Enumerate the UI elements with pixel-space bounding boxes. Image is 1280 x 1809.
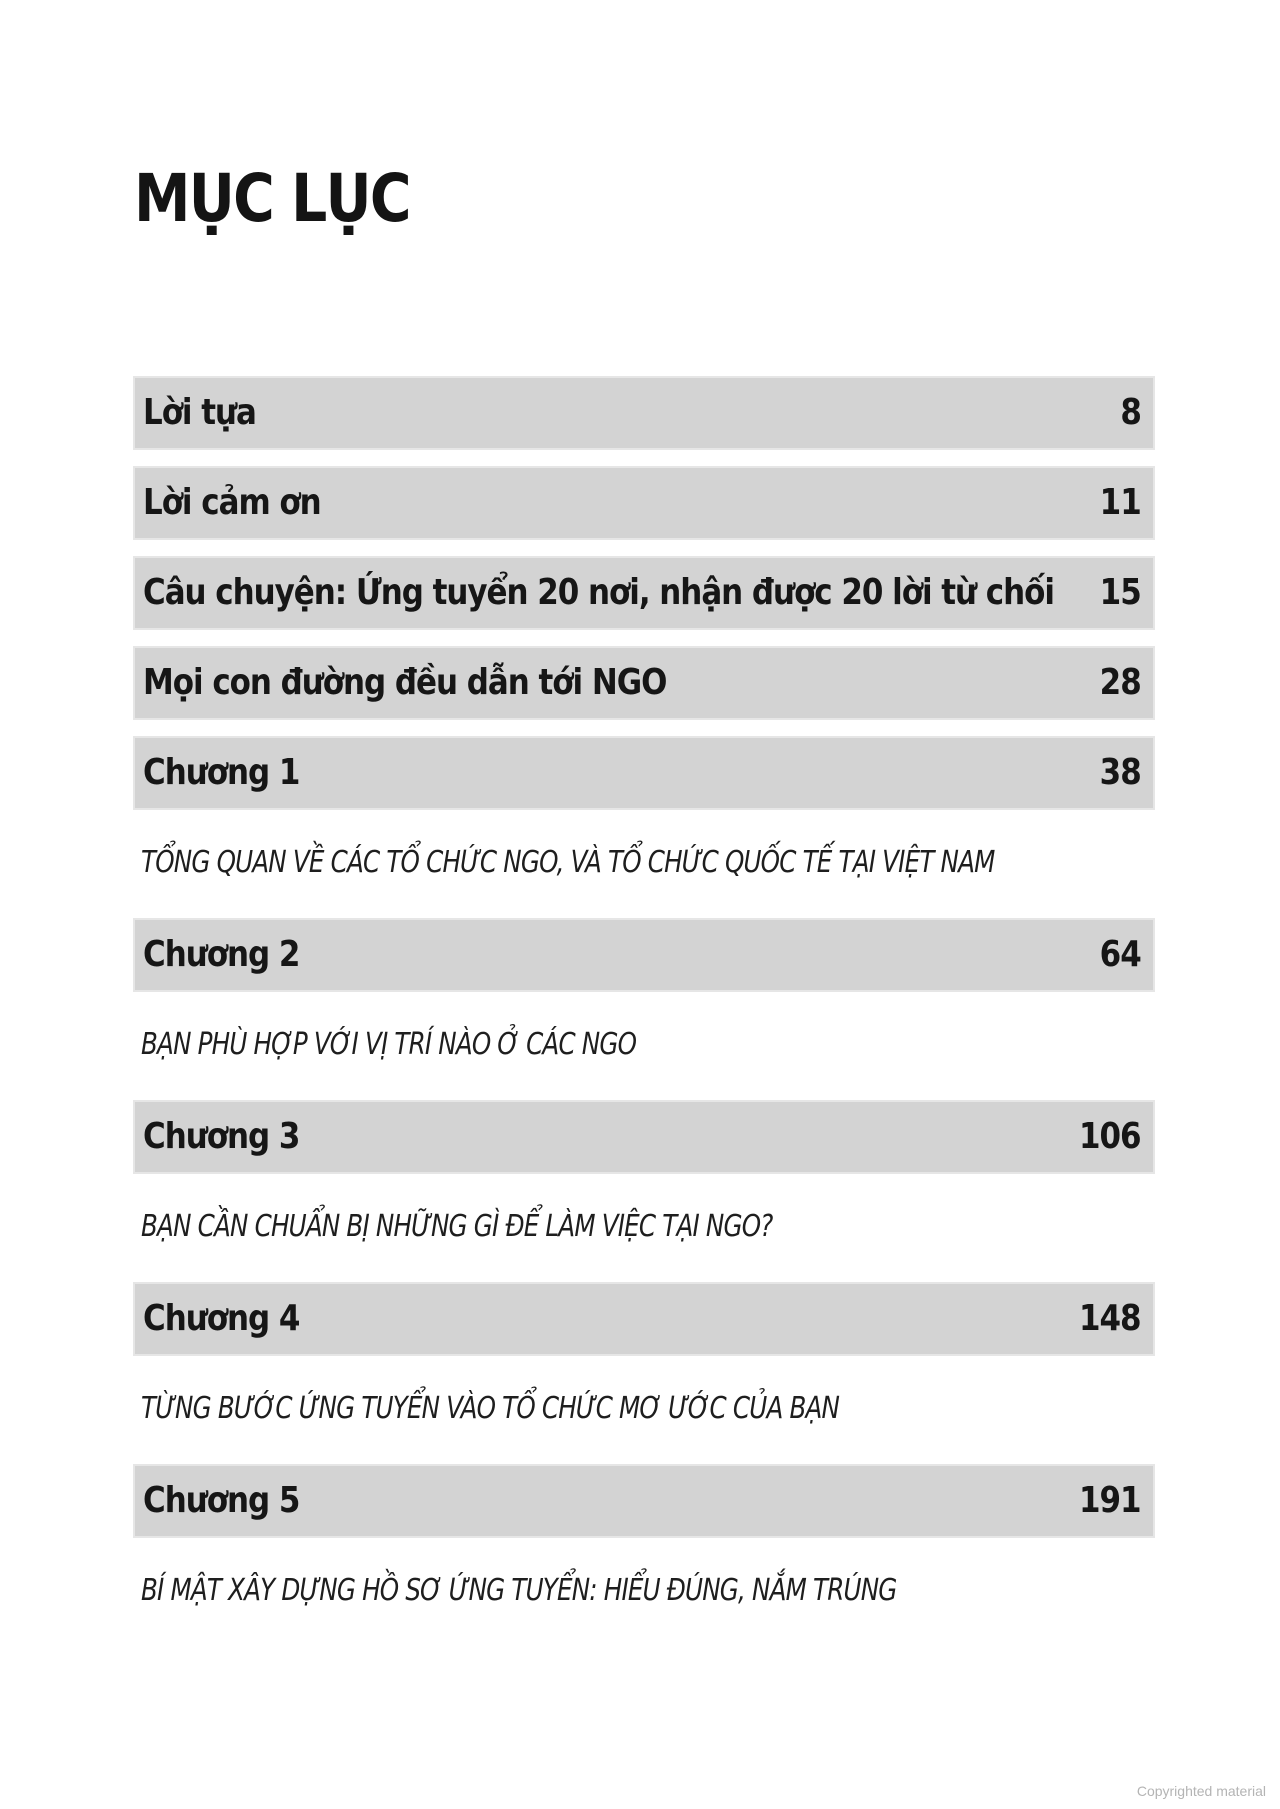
toc-entry-chuong-1[interactable]: [133, 736, 1155, 810]
chapter-subtitle: [133, 810, 1155, 918]
page-title: MỤC LỤC: [134, 160, 410, 237]
toc-entry-label: Chương 5: [143, 1480, 300, 1521]
table-of-contents: [133, 376, 1155, 1646]
toc-entry-loi-cam-on[interactable]: [133, 466, 1155, 540]
toc-entry-moi-con-duong[interactable]: [133, 646, 1155, 720]
toc-entry-chuong-3[interactable]: [133, 1100, 1155, 1174]
toc-entry-page-number: 191: [1079, 1480, 1141, 1521]
toc-entry-chuong-4[interactable]: [133, 1282, 1155, 1356]
toc-entry-loi-tua[interactable]: [133, 376, 1155, 450]
toc-entry-page-number: 64: [1099, 934, 1141, 975]
toc-entry-label: Chương 3: [143, 1116, 300, 1157]
toc-entry-label: Lời tựa: [143, 392, 256, 433]
chapter-subtitle-text: BÍ MẬT XÂY DỰNG HỒ SƠ ỨNG TUYỂN: HIỂU ĐÚNG, NẮM TRÚNG: [141, 1573, 897, 1608]
toc-entry-chuong-5[interactable]: [133, 1464, 1155, 1538]
chapter-subtitle-text: BẠN PHÙ HỢP VỚI VỊ TRÍ NÀO Ở CÁC NGO: [141, 1027, 637, 1062]
chapter-subtitle: [133, 1356, 1155, 1464]
chapter-subtitle-text: TỪNG BƯỚC ỨNG TUYỂN VÀO TỔ CHỨC MƠ ƯỚC CỦA BẠN: [141, 1391, 840, 1426]
chapter-subtitle-text: BẠN CẦN CHUẨN BỊ NHỮNG GÌ ĐỂ LÀM VIỆC TẠI NGO?: [141, 1209, 773, 1244]
toc-entry-cau-chuyen[interactable]: [133, 556, 1155, 630]
toc-entry-page-number: 38: [1099, 752, 1141, 793]
toc-entry-label: Chương 4: [143, 1298, 300, 1339]
toc-entry-page-number: 106: [1079, 1116, 1141, 1157]
toc-entry-page-number: 148: [1079, 1298, 1141, 1339]
toc-entry-page-number: 11: [1099, 482, 1141, 523]
toc-entry-page-number: 28: [1099, 662, 1141, 703]
toc-entry-page-number: 8: [1120, 392, 1141, 433]
toc-entry-label: Lời cảm ơn: [143, 482, 321, 523]
chapter-subtitle: [133, 1174, 1155, 1282]
toc-entry-page-number: 15: [1099, 572, 1141, 613]
toc-entry-label: Câu chuyện: Ứng tuyển 20 nơi, nhận được 20 lời từ chối: [143, 572, 1054, 613]
toc-entry-chuong-2[interactable]: [133, 918, 1155, 992]
toc-entry-label: Chương 1: [143, 752, 300, 793]
toc-entry-label: Mọi con đường đều dẫn tới NGO: [143, 662, 667, 703]
chapter-subtitle-text: TỔNG QUAN VỀ CÁC TỔ CHỨC NGO, VÀ TỔ CHỨC QUỐC TẾ TẠI VIỆT NAM: [141, 845, 995, 880]
chapter-subtitle: [133, 992, 1155, 1100]
toc-entry-label: Chương 2: [143, 934, 300, 975]
chapter-subtitle: [133, 1538, 1155, 1646]
copyright-notice: Copyrighted material: [1136, 1783, 1266, 1799]
